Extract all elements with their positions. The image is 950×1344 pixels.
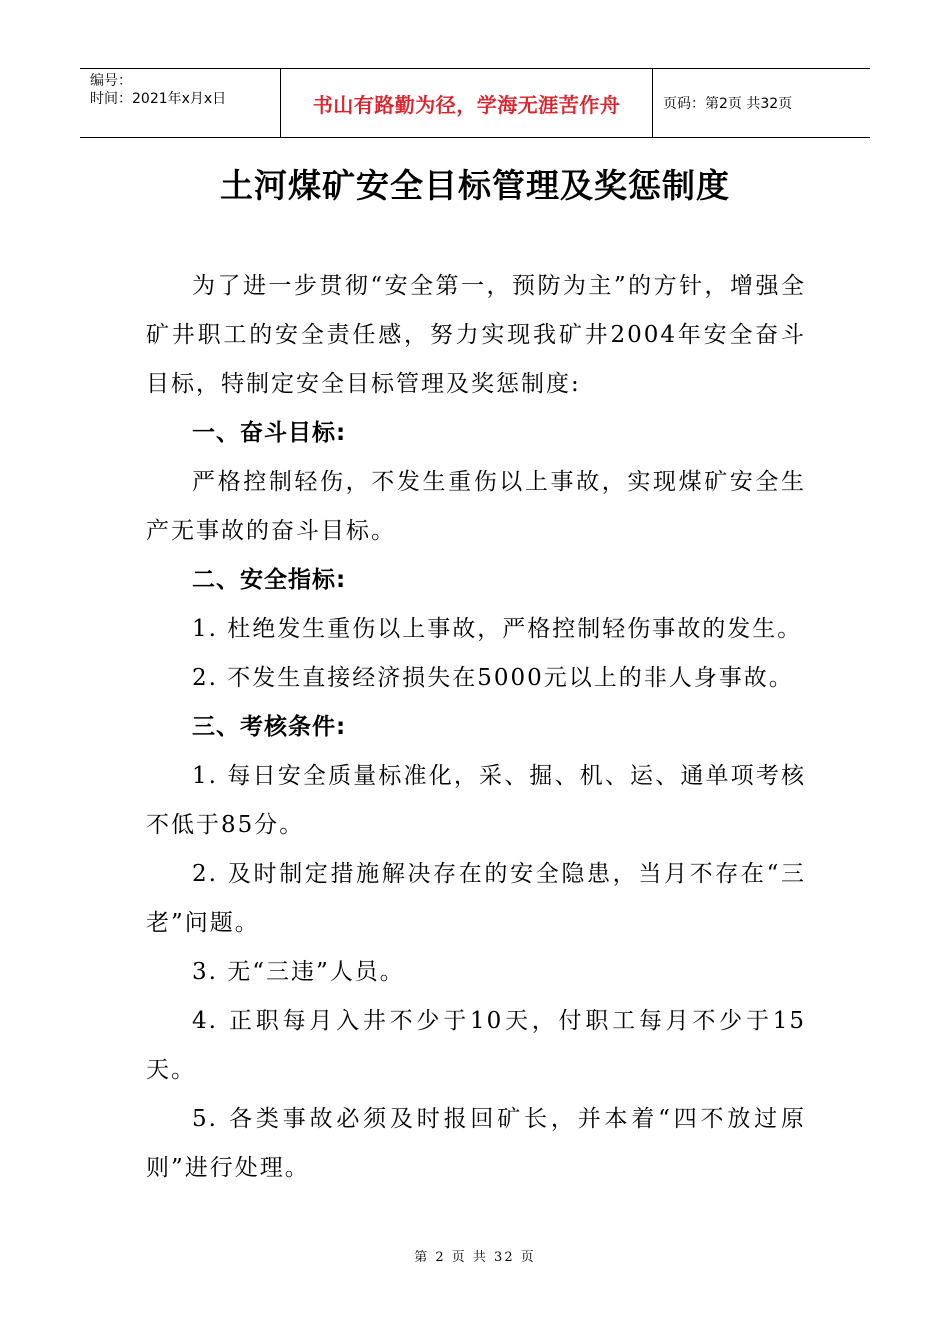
goal-paragraph: 严格控制轻伤，不发生重伤以上事故，实现煤矿安全生产无事故的奋斗目标。 (146, 469, 806, 544)
page-footer: 第 2 页 共 32 页 (414, 1250, 536, 1265)
section-heading-indicators: 二、安全指标: (192, 567, 347, 593)
condition-item: 2. 及时制定措施解决存在的安全隐患，当月不存在“三老”问题。 (146, 861, 806, 936)
section-heading-goal: 一、奋斗目标: (192, 420, 347, 446)
condition-item: 5. 各类事故必须及时报回矿长，并本着“四不放过原则”进行处理。 (146, 1106, 806, 1181)
indicator-item: 1. 杜绝发生重伤以上事故，严格控制轻伤事故的发生。 (192, 616, 803, 642)
section-heading-conditions: 三、考核条件: (192, 714, 347, 740)
condition-item: 4. 正职每月入井不少于10天，付职工每月不少于15天。 (146, 1008, 806, 1083)
indicator-item: 2. 不发生直接经济损失在5000元以上的非人身事故。 (192, 665, 794, 691)
document-title: 土河煤矿安全目标管理及奖惩制度 (220, 166, 730, 205)
document-body (146, 262, 806, 1193)
document-time-label: 时间：2021年x月x日 (90, 91, 227, 107)
condition-item: 1. 每日安全质量标准化，采、掘、机、运、通单项考核不低于85分。 (146, 763, 806, 838)
condition-item: 3. 无“三违”人员。 (192, 959, 405, 985)
page-header (80, 68, 870, 138)
header-motto: 书山有路勤为径，学海无涯苦作舟 (281, 69, 653, 137)
header-page-info: 页码：第2页 共32页 (663, 96, 793, 112)
header-meta (80, 69, 281, 137)
intro-paragraph: 为了进一步贯彻“安全第一，预防为主”的方针，增强全矿井职工的安全责任感，努力实现我矿井2004年安全奋斗目标，特制定安全目标管理及奖惩制度: (146, 273, 806, 397)
document-number-label: 编号： (90, 73, 132, 89)
